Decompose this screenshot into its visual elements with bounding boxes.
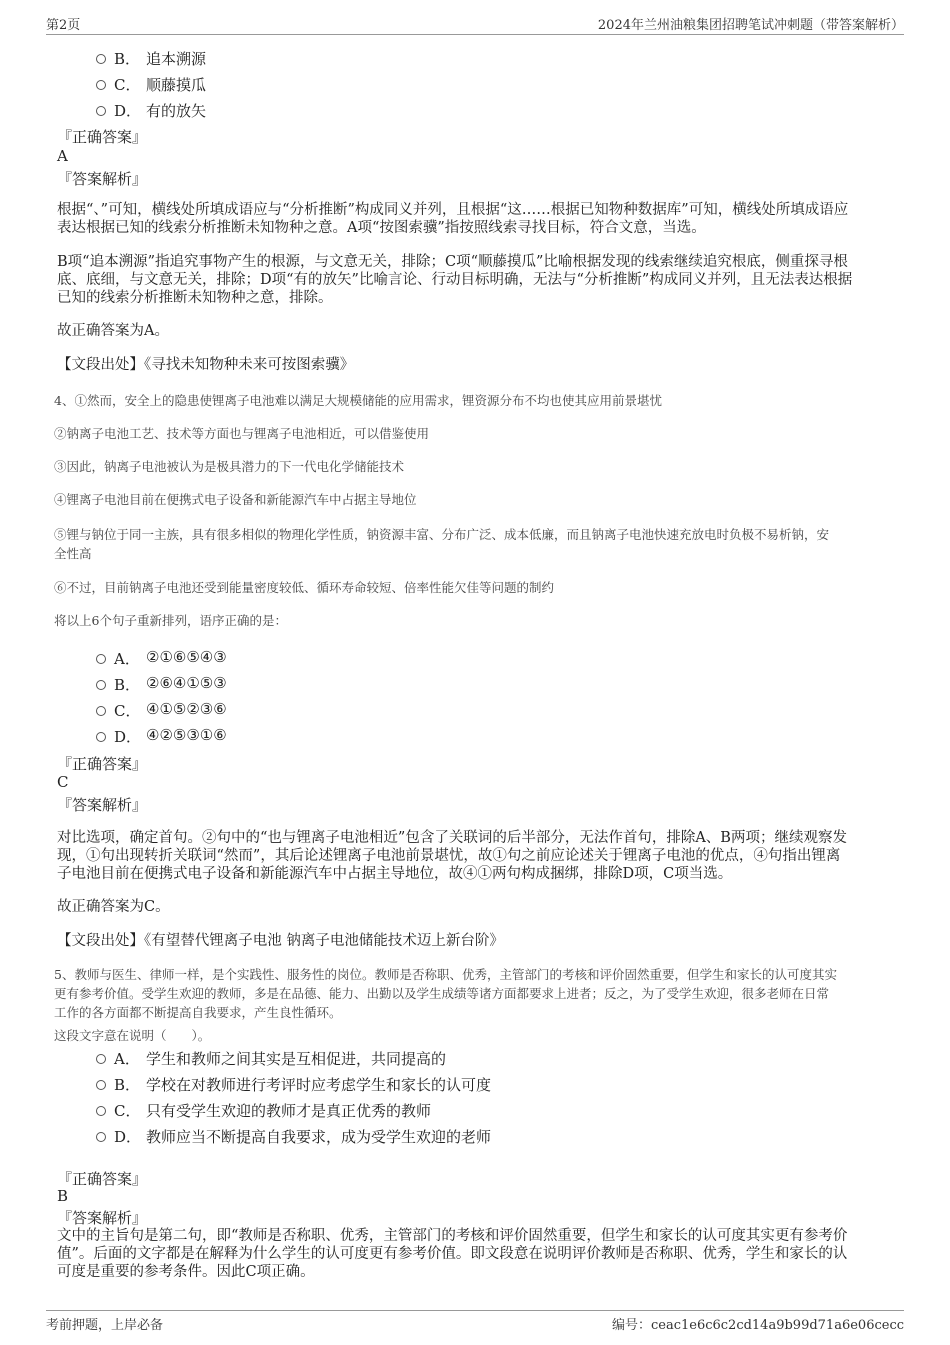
q3-conclusion: 故正确答案为A。 <box>57 323 169 339</box>
q4-prompt: 将以上6个句子重新排列，语序正确的是： <box>54 613 287 628</box>
document-title: 2024年兰州油粮集团招聘笔试冲刺题（带答案解析） <box>597 18 904 33</box>
q5-stem: 5、教师与医生、律师一样，是个实践性、服务性的岗位。教师是否称职、优秀，主管部门的考核和评价固然重要，但学生和家长的认可度其实 更有参考价值。受学生欢迎的教师，多是在品德、能力、出勤以及学生成绩等诸方面都要求上进者；反之，为了受学生欢迎，很多老师在日常 工作的各方面都不断提高自我要求，产生良性循环。 <box>54 967 837 1020</box>
q3-analysis-label: 『答案解析』 <box>57 170 148 188</box>
q3-analysis-p2: B项“追本溯源”指追究事物产生的根源，与文意无关，排除；C项“顺藤摸瓜”比喻根据发现的线索继续追究根底，侧重探寻根 底、底细，与文意无关，排除；D项“有的放矢”比喻言论、行动目标明确，无法与“分析推断”构成同义并列，且无法表达根据 已知的线索分析推断未知物种之意，排除。 <box>57 254 853 306</box>
q4-sentence-6: ⑥不过，目前钠离子电池还受到能量密度较低、循环寿命较短、倍率性能欠佳等问题的制约 <box>54 580 555 595</box>
q4-sentence-4: ④锂离子电池目前在便携式电子设备和新能源汽车中占据主导地位 <box>54 492 417 507</box>
q4-analysis: 对比选项，确定首句。②句中的“也与锂离子电池相近”包含了关联词的后半部分，无法作首句，排除A、B两项；继续观察发 现，①句出现转折关联词“然而”，其后论述锂离子电池前景堪忧，故①句之前应论述关于锂离子电池的优点，④句指出锂离 子电池目前在便携式电子设备和新能源汽车中占据主导地位，故④①两句构成捆绑，排除D项，C项当选。 <box>57 830 847 882</box>
q5-prompt: 这段文字意在说明（ ）。 <box>54 1028 211 1043</box>
document-id: 编号：ceac1e6c6c2cd14a9b99d71a6e06cecc <box>611 1318 904 1333</box>
q4-sentence-5: ⑤锂与钠位于同一主族，具有很多相似的物理化学性质，钠资源丰富、分布广泛、成本低廉，而且钠离子电池快速充放电时负极不易析钠，安 全性高 <box>54 527 830 561</box>
q4-sentence-3: ③因此，钠离子电池被认为是极具潜力的下一代电化学储能技术 <box>54 459 405 474</box>
radio-icon[interactable] <box>96 1080 106 1090</box>
q4-answer-label: 『正确答案』 <box>57 755 148 773</box>
q4-conclusion: 故正确答案为C。 <box>57 899 170 915</box>
radio-icon[interactable] <box>96 680 106 690</box>
page-footer <box>46 1310 904 1333</box>
q4-sentence-2: ②钠离子电池工艺、技术等方面也与锂离子电池相近，可以借鉴使用 <box>54 426 430 441</box>
q5-analysis-label: 『答案解析』 <box>57 1209 148 1227</box>
radio-icon[interactable] <box>96 706 106 716</box>
q4-source: 【文段出处】《有望替代锂离子电池 钠离子电池储能技术迈上新台阶》 <box>57 933 504 949</box>
q4-analysis-label: 『答案解析』 <box>57 796 148 814</box>
q3-analysis-p1: 根据“、”可知，横线处所填成语应与“分析推断”构成同义并列，且根据“这……根据已知物种数据库”可知，横线处所填成语应 表达根据已知的线索分析推断未知物种之意。A项“按图索骥”指按照线索寻找目标，符合文意，当选。 <box>57 202 849 236</box>
radio-icon[interactable] <box>96 1054 106 1064</box>
q4-answer: C <box>57 773 69 791</box>
page-header <box>46 14 904 35</box>
q3-answer-label: 『正确答案』 <box>57 128 148 146</box>
radio-icon[interactable] <box>96 1132 106 1142</box>
q4-sentence-1: 4、①然而，安全上的隐患使锂离子电池难以满足大规模储能的应用需求，锂资源分布不均也使其应用前景堪忧 <box>54 393 662 408</box>
radio-icon[interactable] <box>96 1106 106 1116</box>
q3-answer: A <box>57 147 68 165</box>
radio-icon[interactable] <box>96 654 106 664</box>
radio-icon[interactable] <box>96 106 106 116</box>
q5-answer: B <box>57 1187 69 1205</box>
radio-icon[interactable] <box>96 732 106 742</box>
radio-icon[interactable] <box>96 80 106 90</box>
footer-slogan: 考前押题，上岸必备 <box>46 1318 164 1333</box>
q5-analysis: 文中的主旨句是第二句，即“教师是否称职、优秀，主管部门的考核和评价固然重要，但学生和家长的认可度其实更有参考价 值”。后面的文字都是在解释为什么学生的认可度更有参考价值。即文段意在说明评价教师是否称职、优秀，学生和家长的认 可度是重要的参考条件。因此C项正确。 <box>57 1228 848 1280</box>
q3-source: 【文段出处】《寻找未知物种未来可按图索骥》 <box>57 357 355 373</box>
radio-icon[interactable] <box>96 54 106 64</box>
q5-answer-label: 『正确答案』 <box>57 1170 148 1188</box>
page-number: 第2页 <box>46 18 81 33</box>
